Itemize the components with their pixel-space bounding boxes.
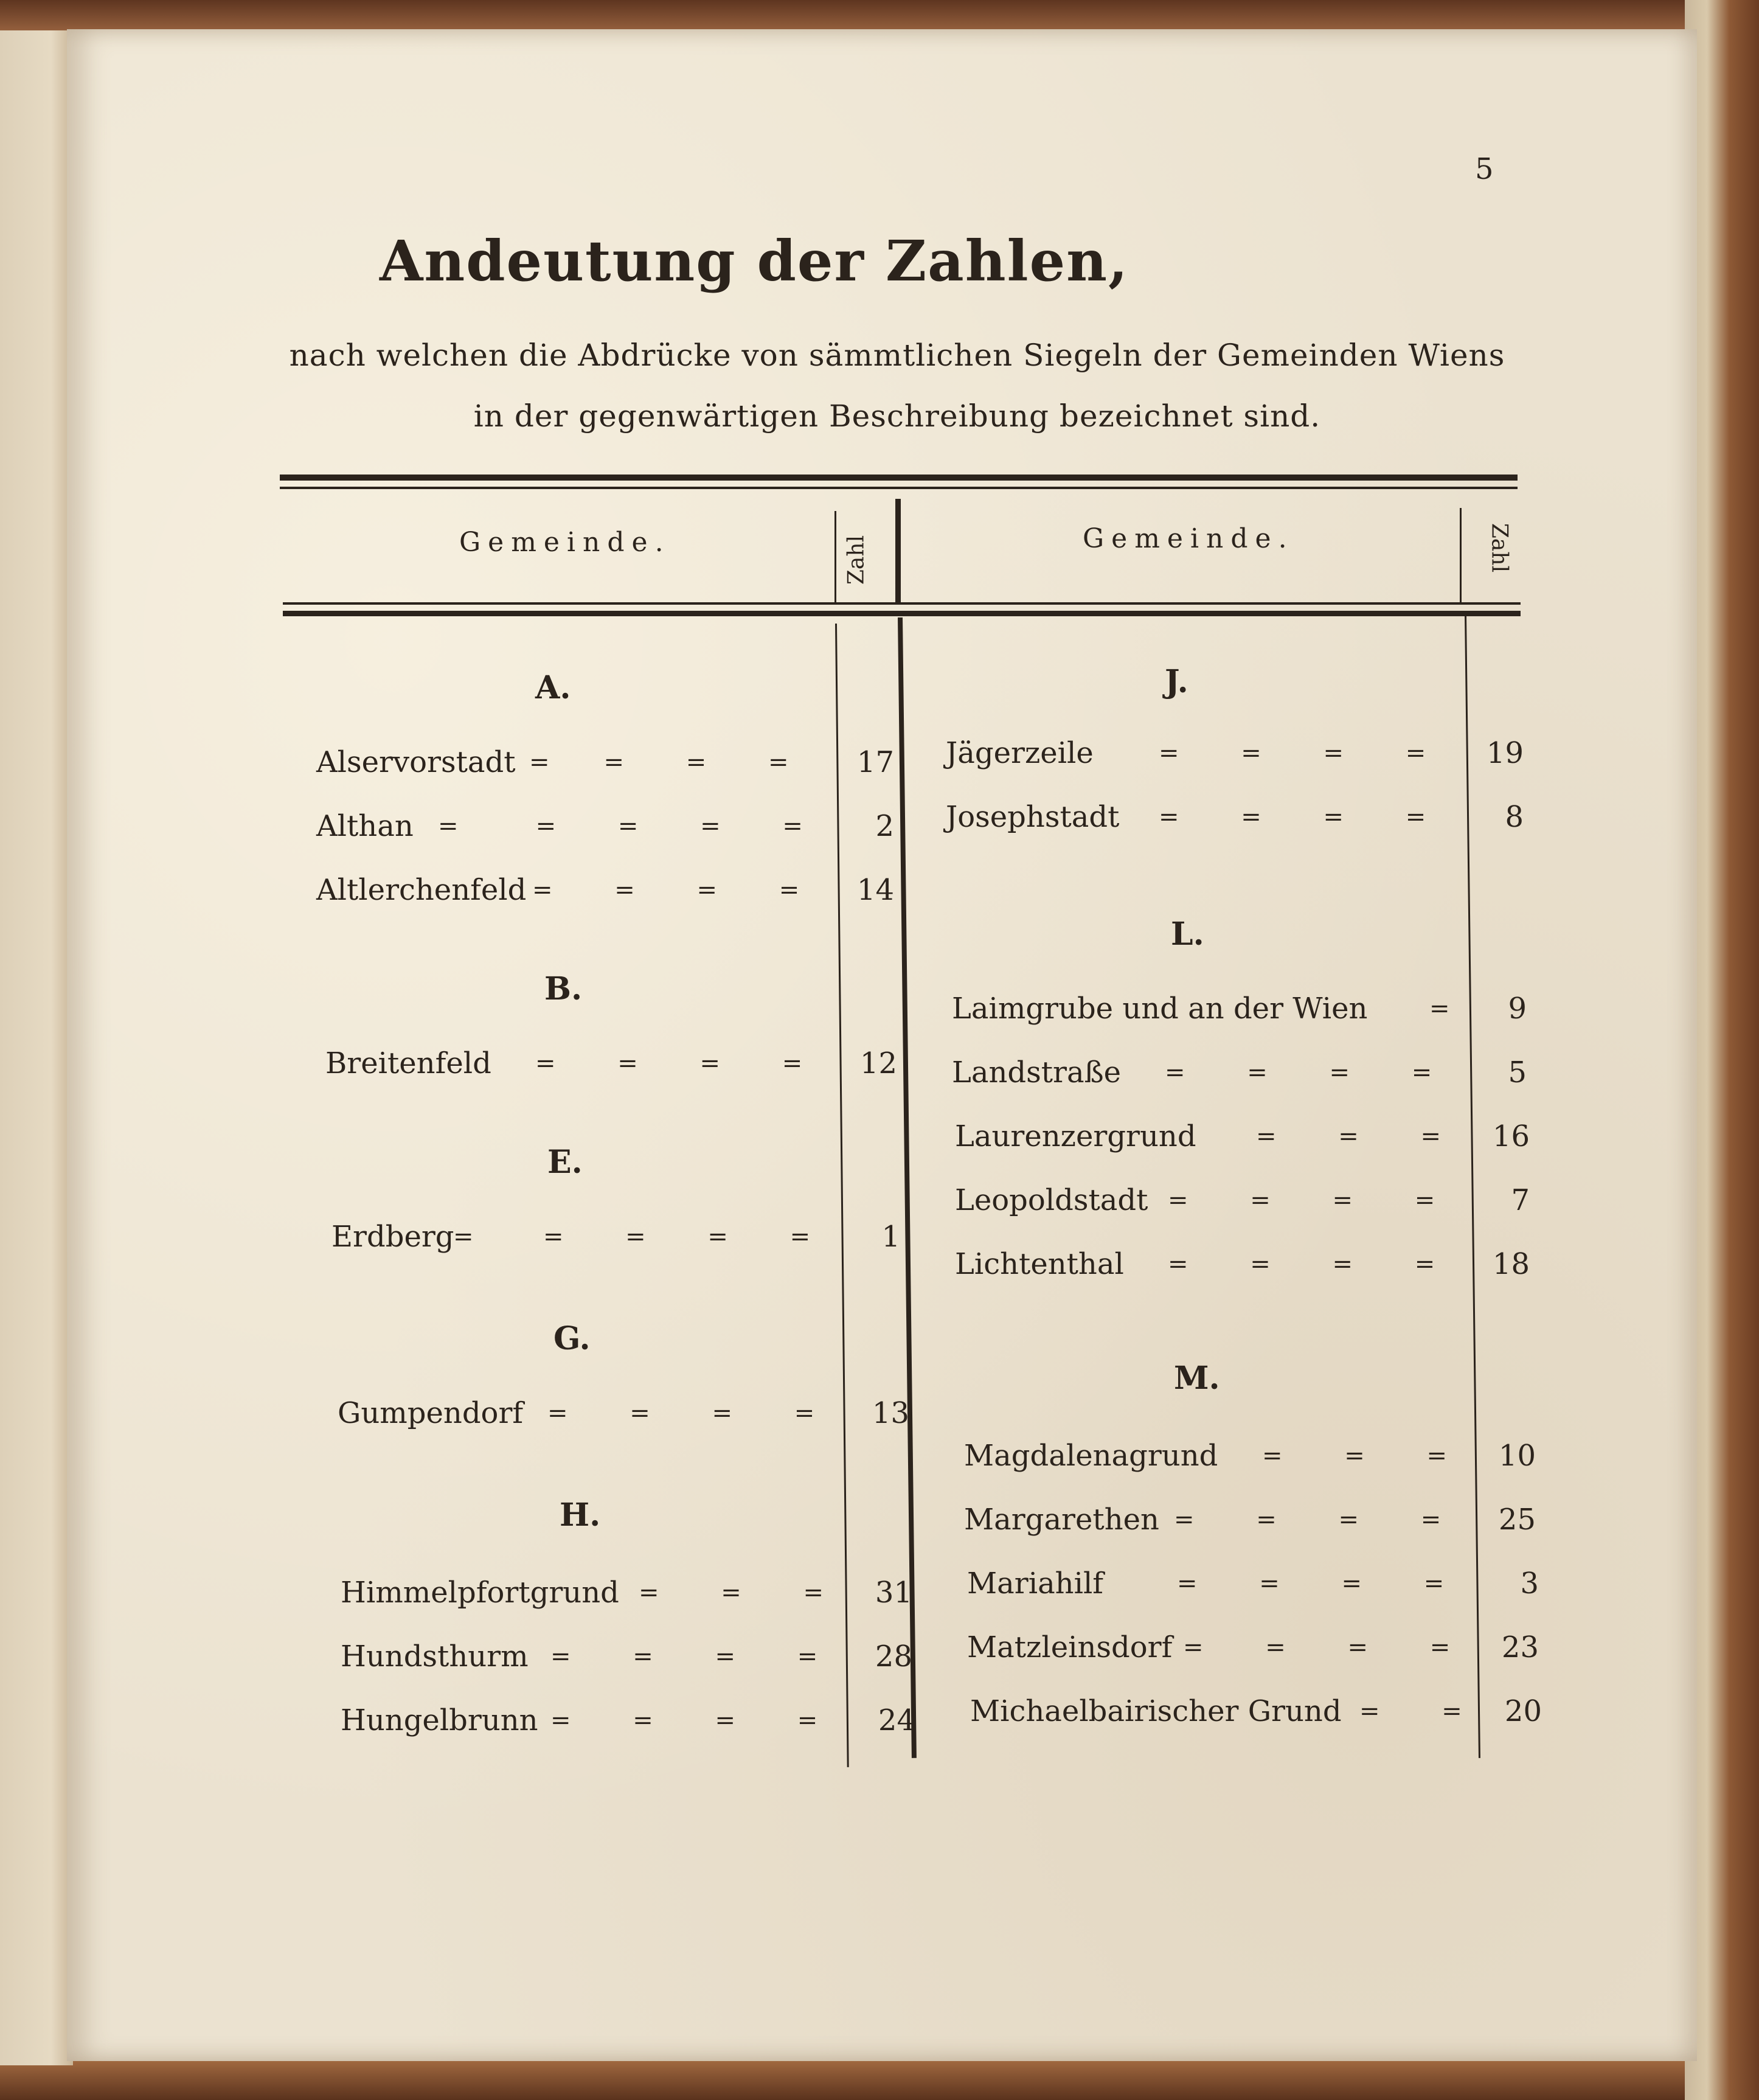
header-line-center [895,499,901,603]
list-item: Hungelbrunn [341,1703,538,1737]
list-item: Leopoldstadt [955,1183,1148,1217]
leader-dots: = = = = [1168,1186,1435,1214]
leader-dots: = = = [1256,1122,1441,1150]
list-item: Jägerzeile [946,736,1094,770]
list-item-number: 25 [1498,1503,1536,1537]
header-zahl-right: Zahl [1487,523,1512,573]
list-item: Mariahilf [967,1566,1104,1601]
list-item-number: 19 [1486,736,1524,770]
header-gemeinde-left: Gemeinde. [459,527,671,558]
list-item: Michaelbairischer Grund [970,1694,1342,1728]
leader-dots: = = = = [547,1399,815,1427]
list-item: Altlerchenfeld [316,873,527,907]
subtitle-line-2: in der gegenwärtigen Beschreibung bezeichnet sind. [473,398,1321,434]
page [67,29,1697,2061]
list-item-number: 2 [875,809,894,843]
section-letter-j: J. [1165,663,1188,700]
leader-dots: = = = = [1177,1570,1445,1598]
leader-dots: = = = [639,1579,824,1607]
list-item: Gumpendorf [338,1396,524,1430]
list-item-number: 13 [872,1396,909,1430]
table-top-rule-thin [280,487,1518,489]
list-item: Erdberg [331,1220,454,1254]
list-item: Lichtenthal [955,1247,1124,1281]
leader-dots: = = = = [550,1706,818,1734]
left-page-sliver [0,30,73,2065]
list-item-number: 18 [1492,1247,1530,1281]
header-line-left-zahl [834,511,836,602]
list-item-number: 20 [1504,1694,1542,1728]
leader-dots: = = = = [1174,1506,1442,1534]
leader-dots: = = [1359,1697,1462,1725]
list-item-number: 12 [859,1046,897,1080]
leader-dots: = = = = [529,748,789,776]
list-item-number: 1 [881,1220,900,1254]
leader-dots: = = = = [532,876,800,904]
list-item: Breitenfeld [325,1046,491,1080]
header-line-right-zahl [1460,508,1462,602]
header-gemeinde-right: Gemeinde. [1083,523,1294,554]
header-bottom-rule-thick [283,611,1521,616]
list-item-number: 23 [1501,1630,1539,1664]
leader-dots: = = = = = [453,1223,811,1251]
table-top-rule [280,475,1518,481]
list-item: Landstraße [952,1055,1122,1090]
leader-dots: = = = = [1168,1250,1435,1278]
list-item: Althan [316,809,414,843]
header-zahl-left: Zahl [844,535,869,585]
list-item-number: 5 [1508,1055,1527,1090]
list-item: Margarethen [964,1503,1159,1537]
leader-dots: = = = = [1159,803,1426,831]
section-letter-e: E. [547,1144,583,1181]
page-number: 5 [1475,152,1494,186]
leader-dots: = = = [1262,1442,1447,1470]
page-title: Andeutung der Zahlen, [379,228,1129,294]
list-item-number: 10 [1498,1439,1536,1473]
list-item: Himmelpfortgrund [341,1576,619,1610]
leader-dots: = = = = [1159,739,1426,767]
section-letter-b: B. [544,970,583,1007]
subtitle-line-1: nach welchen die Abdrücke von sämmtlichen Siegeln der Gemeinden Wiens [289,338,1505,373]
leader-dots: = [1429,995,1450,1023]
list-item-number: 3 [1520,1566,1539,1601]
section-letter-l: L. [1171,916,1204,953]
list-item-number: 14 [856,873,894,907]
list-item: Matzleinsdorf [967,1630,1173,1664]
leader-dots: = = = = [1165,1059,1432,1087]
list-item-number: 9 [1508,992,1527,1026]
list-item: Laimgrube und an der Wien [952,992,1368,1026]
list-item: Hundsthurm [341,1639,529,1674]
list-item: Josephstadt [946,800,1120,834]
list-item: Magdalenagrund [964,1439,1218,1473]
list-item-number: 28 [875,1639,912,1674]
header-bottom-rule [283,602,1521,605]
section-letter-m: M. [1174,1360,1220,1397]
list-item-number: 16 [1492,1119,1530,1153]
leader-dots: = = = = = [438,812,803,840]
list-item-number: 24 [878,1703,915,1737]
list-item-number: 31 [875,1576,912,1610]
section-letter-g: G. [553,1320,591,1357]
list-item-number: 8 [1505,800,1524,834]
list-item-number: 7 [1511,1183,1530,1217]
leader-dots: = = = = [1183,1633,1451,1661]
list-item: Alservorstadt [316,745,516,779]
list-item-number: 17 [856,745,894,779]
leader-dots: = = = = [535,1049,803,1077]
book-cover-bottom [0,2061,1759,2100]
list-item: Laurenzergrund [955,1119,1196,1153]
section-letter-a: A. [535,669,571,706]
section-letter-h: H. [560,1497,601,1534]
leader-dots: = = = = [550,1643,818,1671]
